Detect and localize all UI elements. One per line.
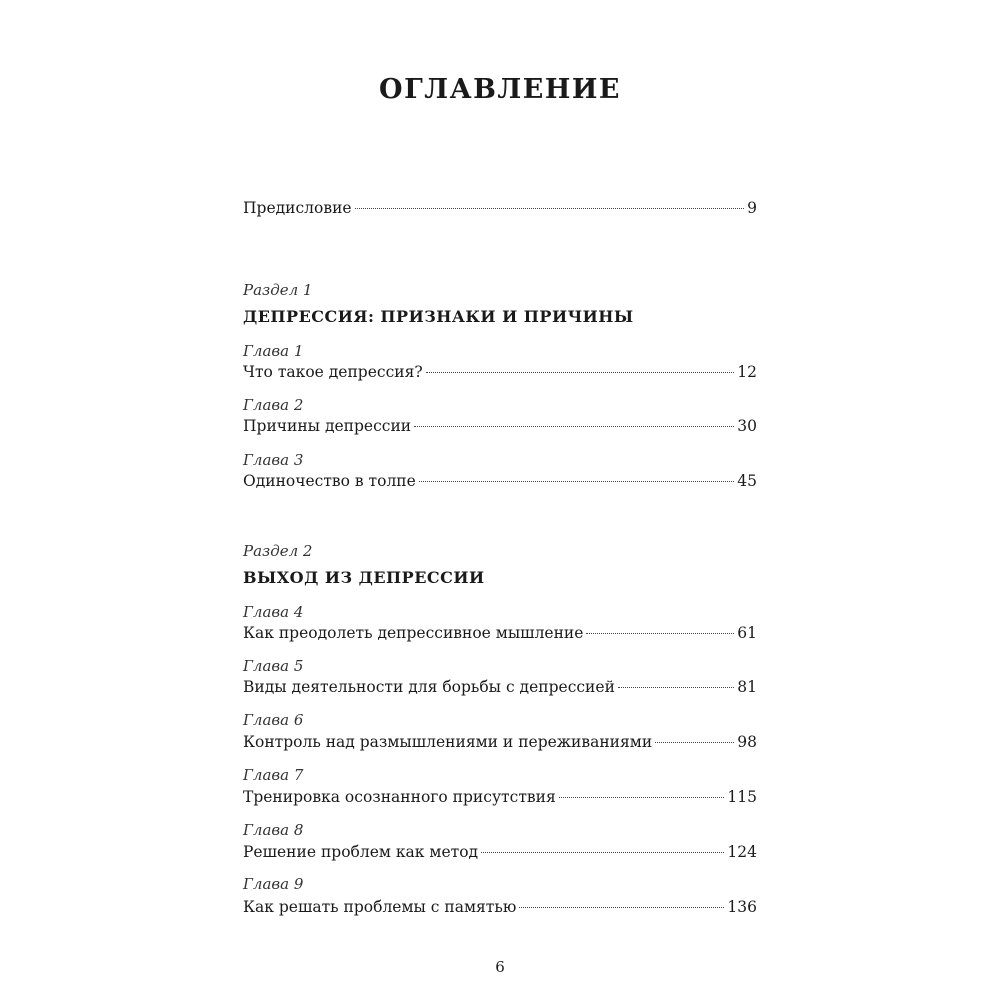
entry-page-number: 81 <box>737 678 757 696</box>
dot-leader <box>618 687 734 688</box>
toc-entry-chapter[interactable] <box>243 787 757 807</box>
chapter-label: Глава 5 <box>243 657 304 675</box>
chapter-label: Глава 1 <box>243 342 304 360</box>
chapter-label: Глава 2 <box>243 396 304 414</box>
entry-title: Одиночество в толпе <box>243 472 416 490</box>
toc-entry-preface[interactable] <box>243 198 757 218</box>
page-title: ОГЛАВЛЕНИЕ <box>379 74 621 105</box>
chapter-label: Глава 6 <box>243 711 304 729</box>
section-label: Раздел 1 <box>243 281 313 299</box>
entry-title: Контроль над размышлениями и переживаниями <box>243 733 653 751</box>
dot-leader <box>559 797 725 798</box>
entry-page-number: 12 <box>737 363 757 381</box>
section-title: ДЕПРЕССИЯ: ПРИЗНАКИ И ПРИЧИНЫ <box>243 307 634 326</box>
chapter-label: Глава 9 <box>243 875 304 893</box>
dot-leader <box>655 742 734 743</box>
toc-entry-chapter[interactable] <box>243 897 757 917</box>
entry-title: Тренировка осознанного присутствия <box>243 788 556 806</box>
entry-title: Как преодолеть депрессивное мышление <box>243 624 584 642</box>
toc-entry-chapter[interactable] <box>243 842 757 862</box>
chapter-label: Глава 4 <box>243 603 304 621</box>
entry-title: Предисловие <box>243 199 352 217</box>
entry-page-number: 98 <box>737 733 757 751</box>
section-label: Раздел 2 <box>243 542 313 560</box>
chapter-label: Глава 3 <box>243 451 304 469</box>
entry-page-number: 30 <box>737 417 757 435</box>
toc-entry-chapter[interactable] <box>243 362 757 382</box>
entry-page-number: 45 <box>737 472 757 490</box>
entry-page-number: 9 <box>747 199 757 217</box>
toc-entry-chapter[interactable] <box>243 732 757 752</box>
entry-title: Виды деятельности для борьбы с депрессией <box>243 678 615 696</box>
dot-leader <box>419 481 734 482</box>
entry-page-number: 115 <box>727 788 757 806</box>
page-number-footer: 6 <box>495 958 505 976</box>
toc-entry-chapter[interactable] <box>243 471 757 491</box>
chapter-label: Глава 8 <box>243 821 304 839</box>
chapter-label: Глава 7 <box>243 766 304 784</box>
dot-leader <box>414 426 734 427</box>
toc-entry-chapter[interactable] <box>243 416 757 436</box>
dot-leader <box>355 208 745 209</box>
entry-page-number: 136 <box>727 898 757 916</box>
entry-title: Как решать проблемы с памятью <box>243 898 517 916</box>
toc-entry-chapter[interactable] <box>243 623 757 643</box>
dot-leader <box>586 633 734 634</box>
entry-title: Решение проблем как метод <box>243 843 479 861</box>
dot-leader <box>481 852 724 853</box>
entry-page-number: 124 <box>727 843 757 861</box>
entry-title: Что такое депрессия? <box>243 363 423 381</box>
entry-page-number: 61 <box>737 624 757 642</box>
dot-leader <box>426 372 735 373</box>
dot-leader <box>519 907 724 908</box>
entry-title: Причины депрессии <box>243 417 412 435</box>
section-title: ВЫХОД ИЗ ДЕПРЕССИИ <box>243 568 485 587</box>
toc-entry-chapter[interactable] <box>243 677 757 697</box>
